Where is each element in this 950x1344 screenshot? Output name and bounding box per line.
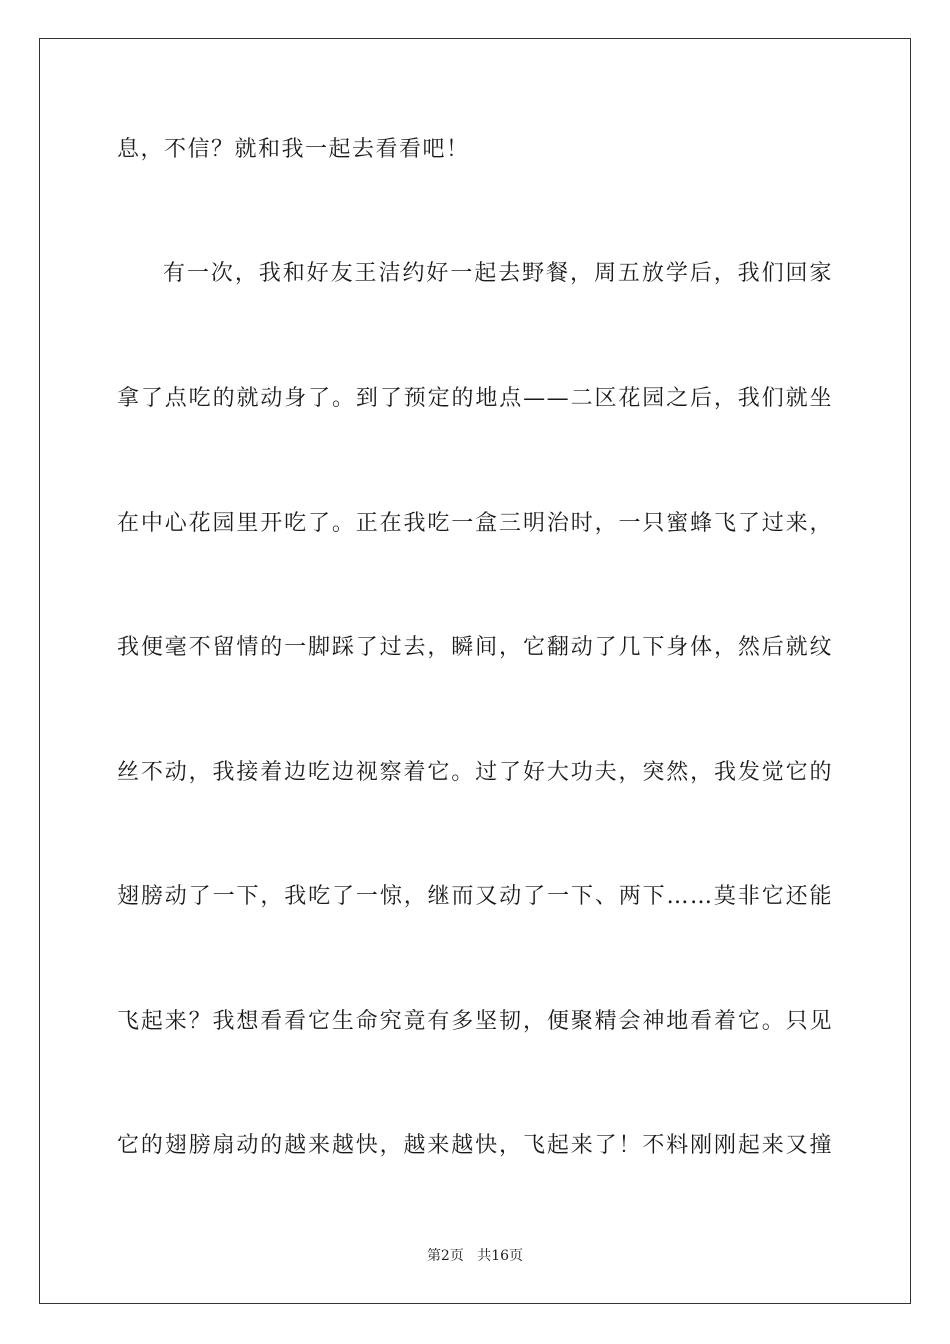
text-line-5: 我便毫不留情的一脚踩了过去，瞬间，它翻动了几下身体，然后就纹 [117,635,833,660]
text-line-6: 丝不动，我接着边吃边视察着它。过了好大功夫，突然，我发觉它的 [117,760,833,785]
total-pages: 共16页 [477,1248,524,1264]
page-footer [0,1246,950,1266]
text-line-4: 在中心花园里开吃了。正在我吃一盒三明治时，一只蜜蜂飞了过来， [117,511,833,536]
text-line-2: 有一次，我和好友王洁约好一起去野餐，周五放学后，我们回家 [163,261,833,286]
text-line-1: 息，不信？就和我一起去看看吧！ [117,137,470,162]
text-line-3: 拿了点吃的就动身了。到了预定的地点——二区花园之后，我们就坐 [117,386,833,411]
page-frame [39,38,911,1304]
page-number: 第2页 [426,1248,464,1264]
text-line-7: 翅膀动了一下，我吃了一惊，继而又动了一下、两下……莫非它还能 [117,884,833,909]
text-line-9: 它的翅膀扇动的越来越快，越来越快，飞起来了！不料刚刚起来又撞 [117,1133,833,1158]
text-line-8: 飞起来？我想看看它生命究竟有多坚韧，便聚精会神地看着它。只见 [117,1009,833,1034]
